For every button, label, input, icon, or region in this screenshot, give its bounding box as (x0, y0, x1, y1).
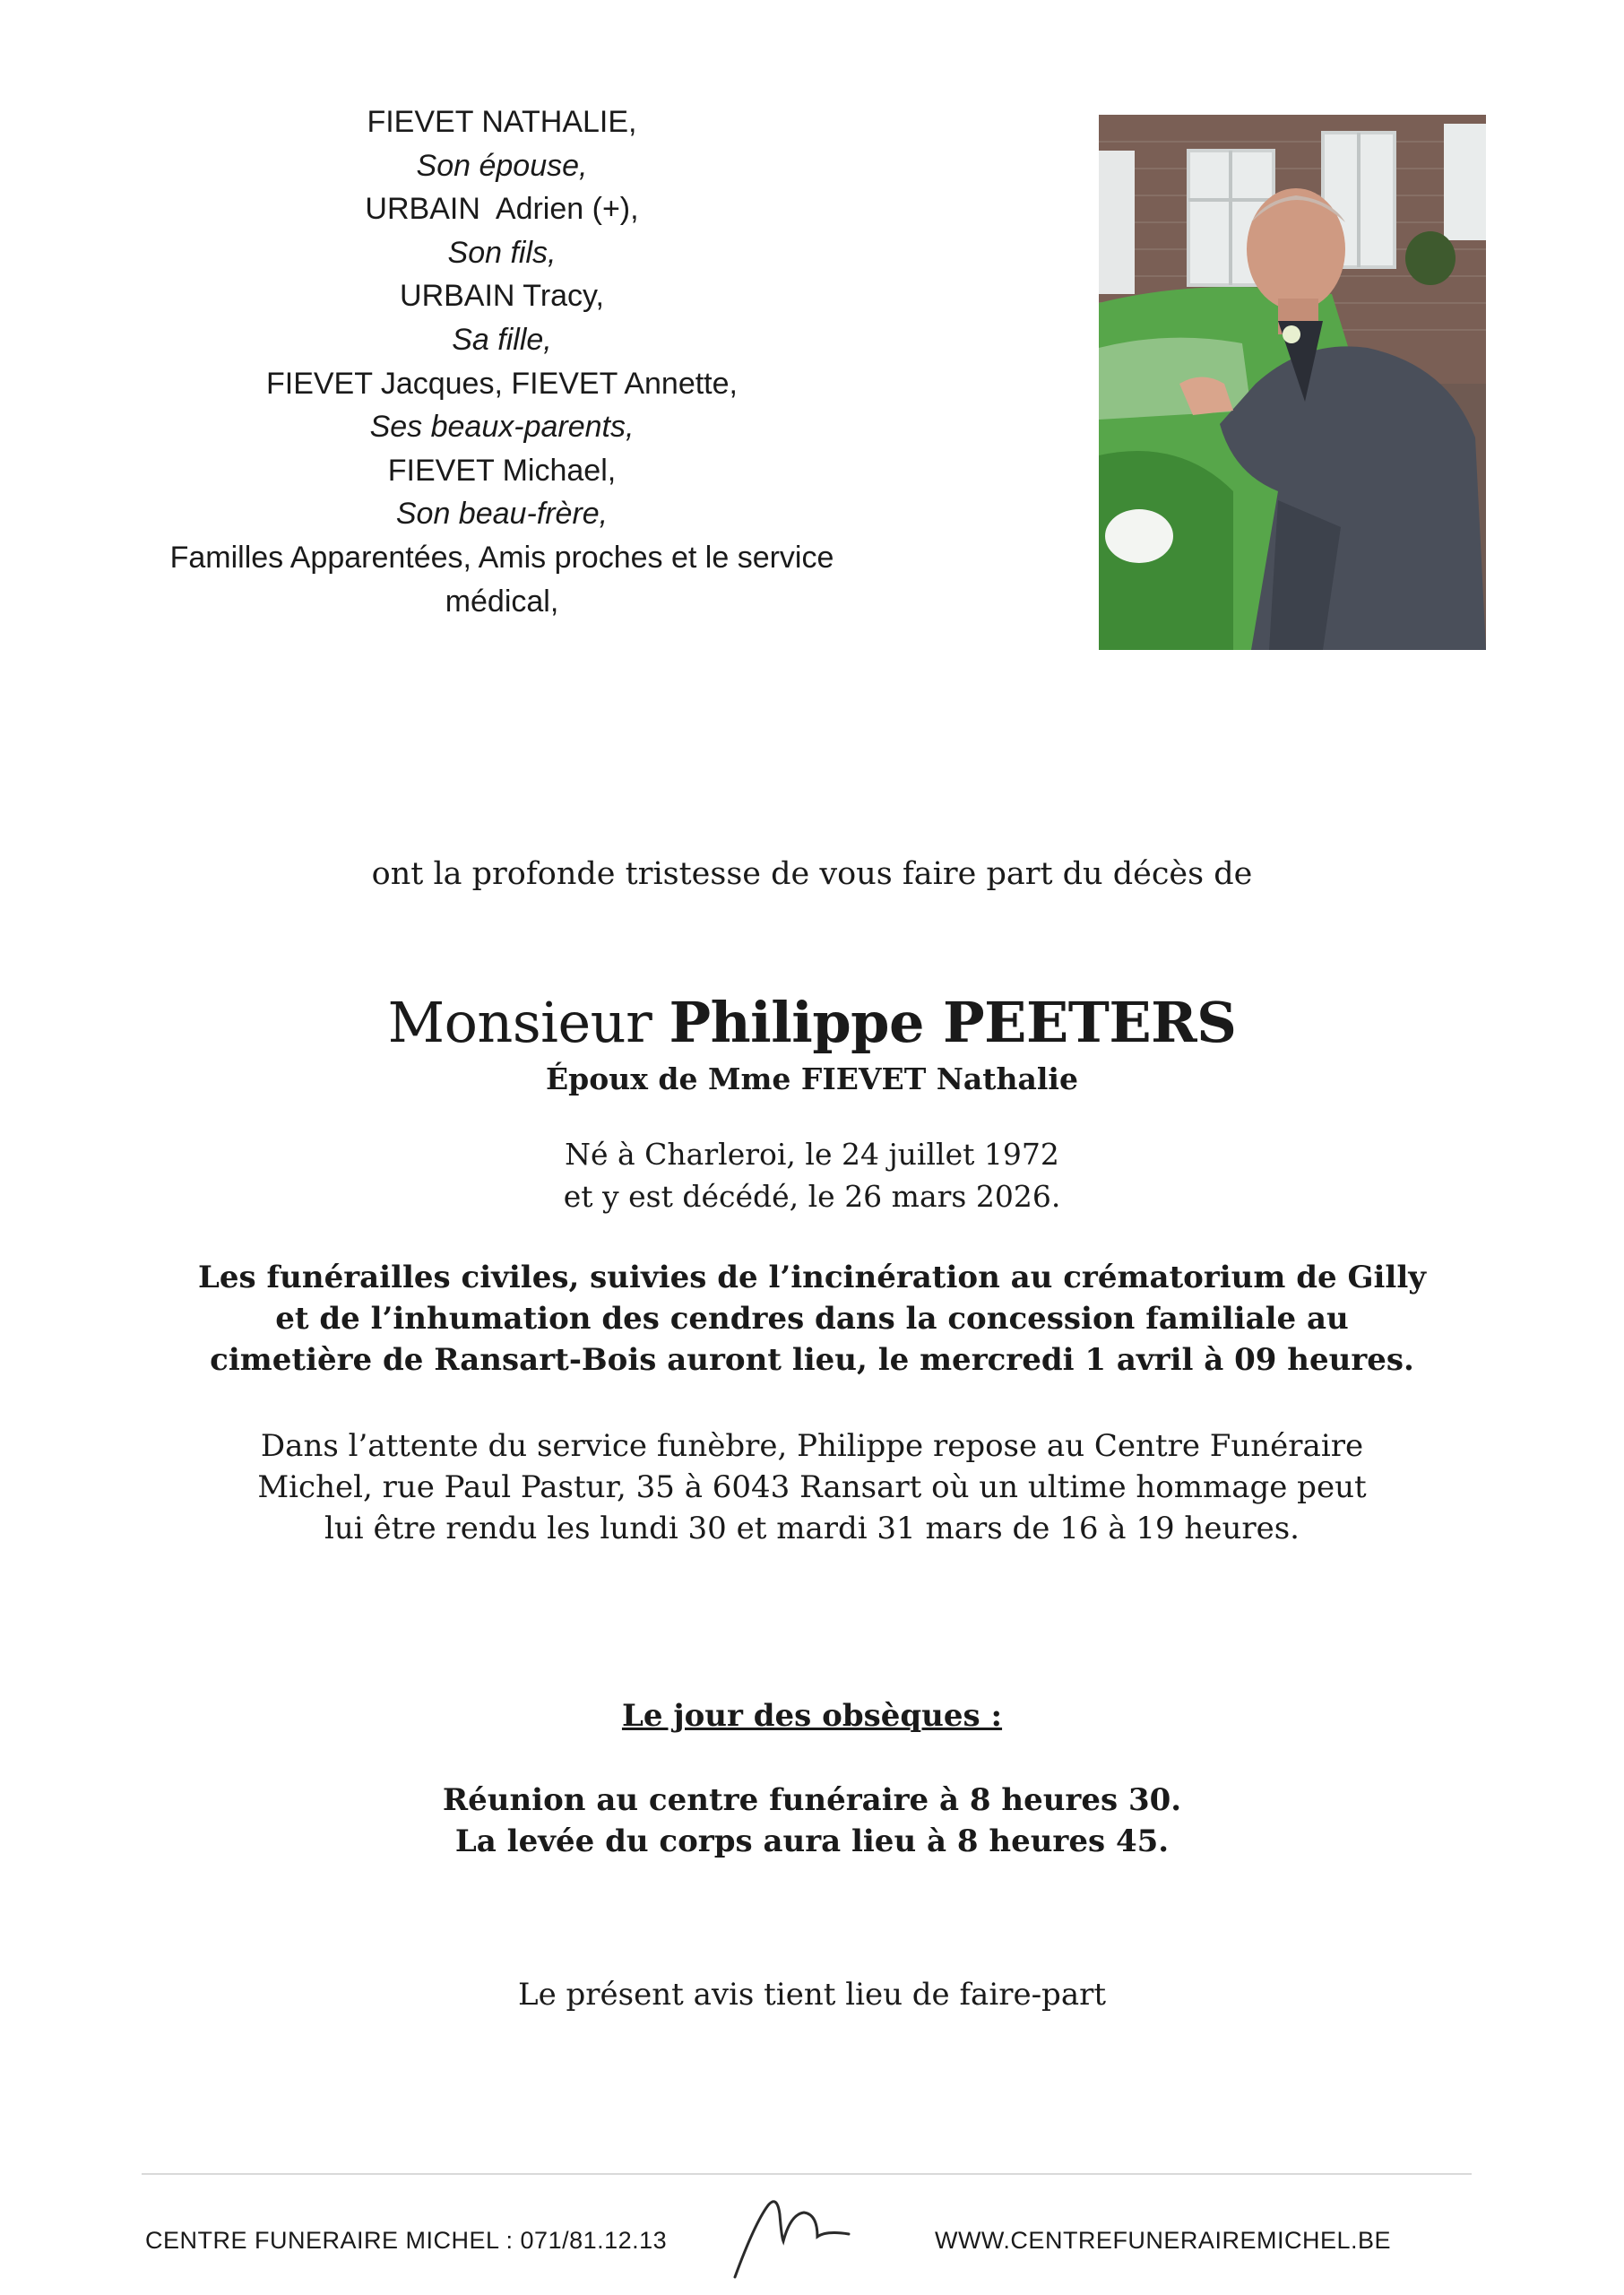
deceased-title: Monsieur (387, 990, 652, 1055)
footer-divider (142, 2173, 1472, 2175)
family-line: FIEVET Michael, (387, 453, 617, 488)
funeral-details (0, 1257, 1624, 1381)
wake-line: lui être rendu les lundi 30 et mardi 31 mars de 16 à 19 heures. (324, 1511, 1300, 1546)
schedule-line: Réunion au centre funéraire à 8 heures 30. (442, 1782, 1182, 1818)
family-line: FIEVET NATHALIE, (367, 105, 637, 139)
family-line: Familles Apparentées, Amis proches et le service (169, 540, 834, 575)
funeral-line: cimetière de Ransart-Bois auront lieu, le mercredi 1 avril à 09 heures. (210, 1342, 1414, 1378)
intro-text: ont la profonde tristesse de vous faire part du décès de (371, 856, 1253, 892)
footer-website: WWW.CENTREFUNERAIREMICHEL.BE (934, 2227, 1391, 2254)
wake-details (0, 1425, 1624, 1549)
signature-logo-icon (728, 2187, 871, 2286)
death-line: et y est décédé, le 26 mars 2026. (563, 1179, 1061, 1214)
family-list (117, 100, 887, 623)
family-line: URBAIN Tracy, (400, 279, 604, 314)
portrait-photo-illustration (1099, 115, 1486, 650)
family-line: Sa fille, (452, 322, 552, 357)
deceased-name (0, 990, 1624, 1055)
schedule-details (0, 1780, 1624, 1862)
family-line: Ses beaux-parents, (369, 410, 635, 445)
spouse-line: Époux de Mme FIEVET Nathalie (546, 1061, 1078, 1096)
family-line: Son épouse, (416, 148, 588, 183)
family-line: FIEVET Jacques, FIEVET Annette, (265, 366, 738, 401)
portrait-photo (1099, 115, 1486, 650)
schedule-line: La levée du corps aura lieu à 8 heures 45. (454, 1823, 1170, 1859)
funeral-line: et de l’inhumation des cendres dans la concession familiale au (275, 1301, 1349, 1337)
family-line: Son fils, (447, 235, 557, 270)
birth-death-lines (0, 1133, 1624, 1217)
funeral-day-heading: Le jour des obsèques : (621, 1698, 1003, 1734)
wake-line: Michel, rue Paul Pastur, 35 à 6043 Ransart où un ultime hommage peut (257, 1469, 1367, 1505)
wake-line: Dans l’attente du service funèbre, Philippe repose au Centre Funéraire (260, 1428, 1364, 1464)
deceased-fullname: Philippe PEETERS (669, 990, 1237, 1055)
funeral-line: Les funérailles civiles, suivies de l’incinération au crématorium de Gilly (198, 1260, 1426, 1295)
birth-line: Né à Charleroi, le 24 juillet 1972 (565, 1137, 1059, 1172)
notice-text: Le présent avis tient lieu de faire-part (517, 1977, 1107, 2013)
family-line: médical, (445, 584, 559, 619)
family-line: URBAIN Adrien (+), (365, 192, 639, 227)
footer-contact: CENTRE FUNERAIRE MICHEL : 071/81.12.13 (145, 2227, 668, 2254)
family-line: Son beau-frère, (395, 497, 609, 532)
